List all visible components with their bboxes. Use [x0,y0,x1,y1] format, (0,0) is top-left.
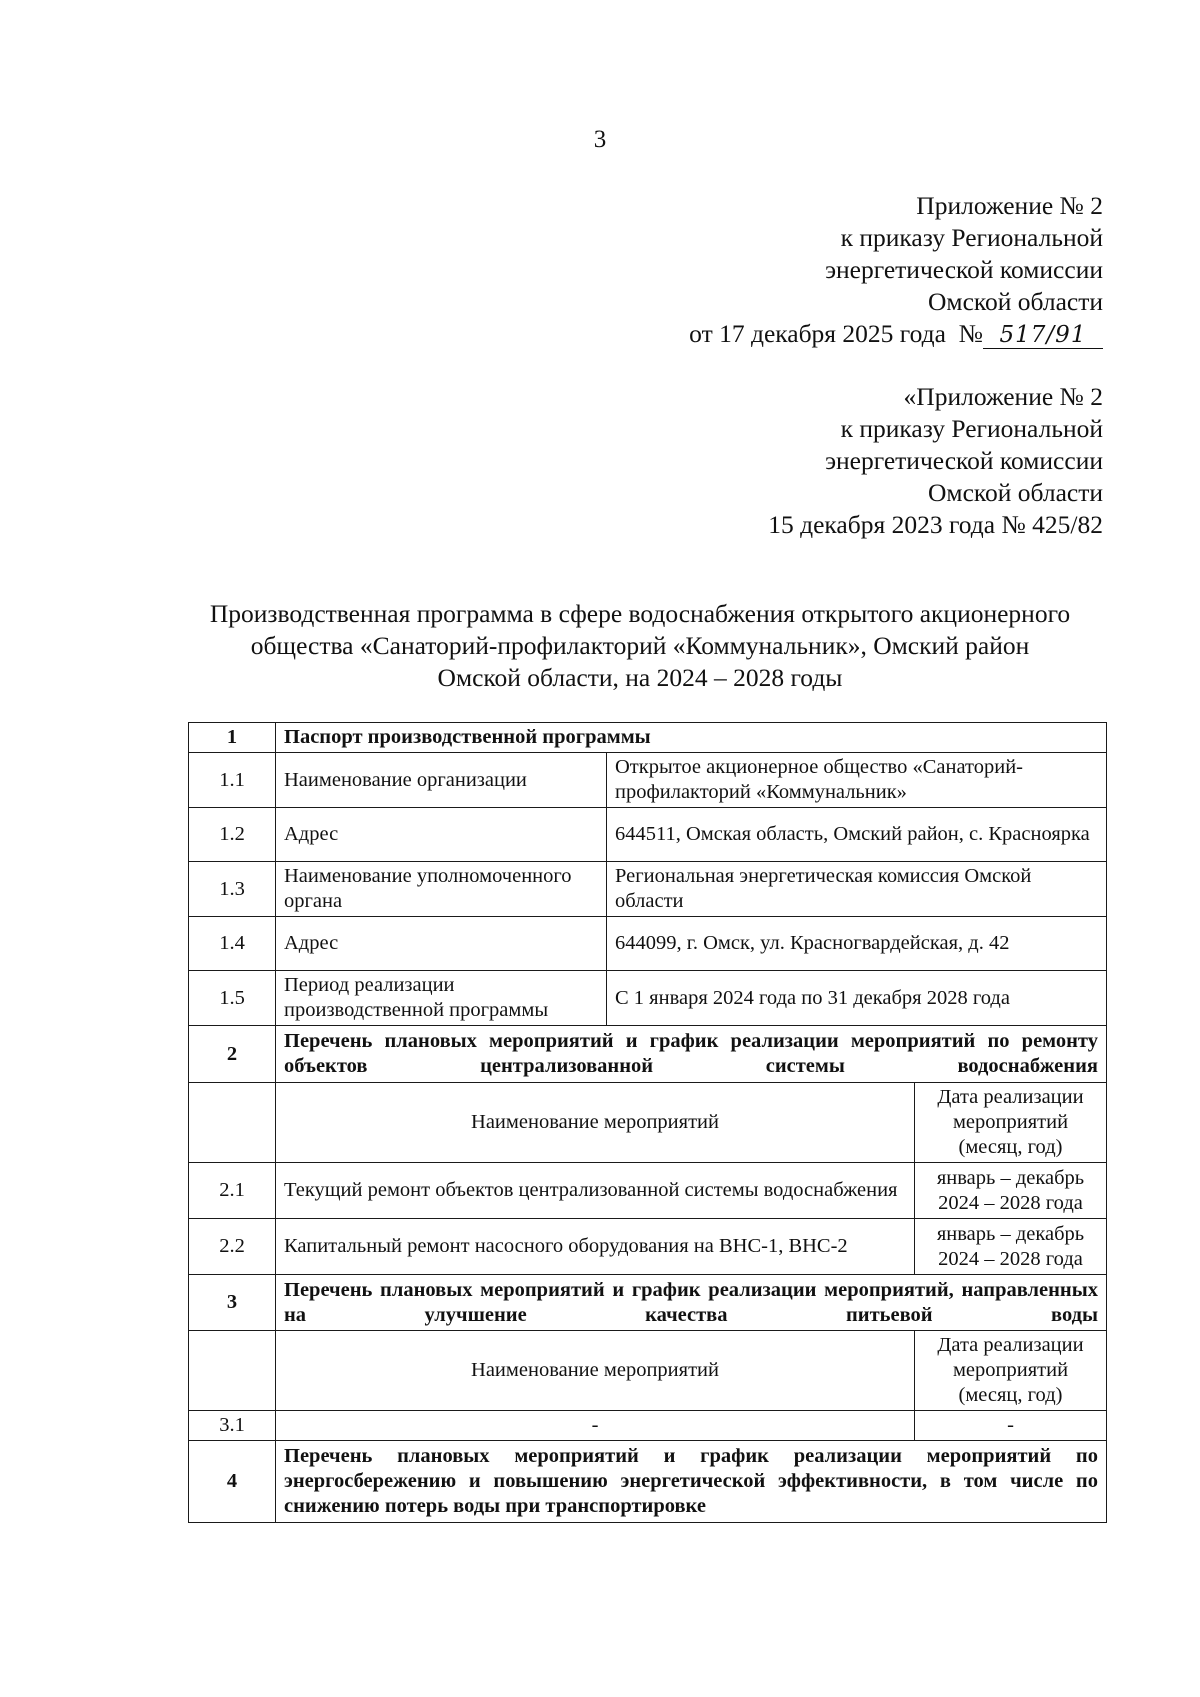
section-header-row [189,1275,1107,1331]
document-title [180,598,1100,694]
row-value: Открытое акционерное общество «Санаторий-профилакторий «Коммунальник» [607,753,1107,808]
section-number: 2 [189,1026,276,1083]
title-line: общества «Санаторий-профилакторий «Коммунальник», Омский район [250,631,1030,660]
row-number: 1.2 [189,808,276,862]
approval-line: «Приложение № 2 [903,382,1103,411]
section-heading: Перечень плановых мероприятий и график реализации мероприятий по ремонту объектов централизованной системы водоснабжения [276,1026,1107,1083]
section-header-row [189,723,1107,753]
table-row [189,1219,1107,1275]
title-line: Омской области, на 2024 – 2028 годы [437,663,843,692]
row-value: 644099, г. Омск, ул. Красногвардейская, д. 42 [607,917,1107,971]
column-header-date: Дата реализации мероприятий (месяц, год) [915,1331,1107,1411]
row-activity: Капитальный ремонт насосного оборудования на ВНС-1, ВНС-2 [276,1219,915,1275]
program-table [188,722,1107,1523]
row-label: Адрес [276,917,607,971]
section-number: 3 [189,1275,276,1331]
row-label: Наименование организации [276,753,607,808]
title-line: Производственная программа в сфере водоснабжения открытого акционерного [209,599,1071,628]
row-date: - [915,1411,1107,1441]
approval-line: Приложение № 2 [916,191,1103,220]
table-row [189,1411,1107,1441]
table-row [189,862,1107,917]
page-number: 3 [593,126,607,153]
row-label: Адрес [276,808,607,862]
row-date: январь – декабрь 2024 – 2028 года [915,1219,1107,1275]
section-header-row [189,1026,1107,1083]
table-row [189,753,1107,808]
section-heading: Перечень плановых мероприятий и график реализации мероприятий, направленных на улучшение качества питьевой воды [276,1275,1107,1331]
row-date: январь – декабрь 2024 – 2028 года [915,1163,1107,1219]
empty-cell [189,1331,276,1411]
column-header-name: Наименование мероприятий [276,1331,915,1411]
approval-line: к приказу Региональной [840,223,1103,252]
approval-block-previous [768,381,1103,541]
row-number: 2.1 [189,1163,276,1219]
column-header-name: Наименование мероприятий [276,1083,915,1163]
row-activity: - [276,1411,915,1441]
approval-line: энергетической комиссии [825,446,1103,475]
section-heading: Паспорт производственной программы [276,723,1107,753]
row-value: С 1 января 2024 года по 31 декабря 2028 года [607,971,1107,1026]
column-header-row [189,1331,1107,1411]
approval-line: Омской области [928,478,1103,507]
table-row [189,917,1107,971]
row-number: 1.5 [189,971,276,1026]
table-row [189,971,1107,1026]
row-number: 1.3 [189,862,276,917]
approval-line: 15 декабря 2023 года № 425/82 [768,510,1103,539]
approval-line: Омской области [928,287,1103,316]
row-label: Наименование уполномоченного органа [276,862,607,917]
row-number: 3.1 [189,1411,276,1441]
column-header-row [189,1083,1107,1163]
table-row [189,1163,1107,1219]
approval-date-line [689,318,1103,350]
section-header-row [189,1441,1107,1523]
row-value: 644511, Омская область, Омский район, с. Красноярка [607,808,1107,862]
approval-line: к приказу Региональной [840,414,1103,443]
section-number: 1 [189,723,276,753]
empty-cell [189,1083,276,1163]
row-activity: Текущий ремонт объектов централизованной системы водоснабжения [276,1163,915,1219]
handwritten-order-number: 517/91 [983,322,1103,349]
approval-line: энергетической комиссии [825,255,1103,284]
row-value: Региональная энергетическая комиссия Омской области [607,862,1107,917]
row-number: 2.2 [189,1219,276,1275]
column-header-date: Дата реализации мероприятий (месяц, год) [915,1083,1107,1163]
section-heading: Перечень плановых мероприятий и график реализации мероприятий по энергосбережению и повышению энергетической эффективности, в том числе по снижению потерь воды при транспортировке [276,1441,1107,1523]
section-number: 4 [189,1441,276,1523]
table-row [189,808,1107,862]
row-label: Период реализации производственной программы [276,971,607,1026]
row-number: 1.1 [189,753,276,808]
approval-date: от 17 декабря 2025 года № [689,319,983,348]
approval-block-current [689,190,1103,350]
row-number: 1.4 [189,917,276,971]
